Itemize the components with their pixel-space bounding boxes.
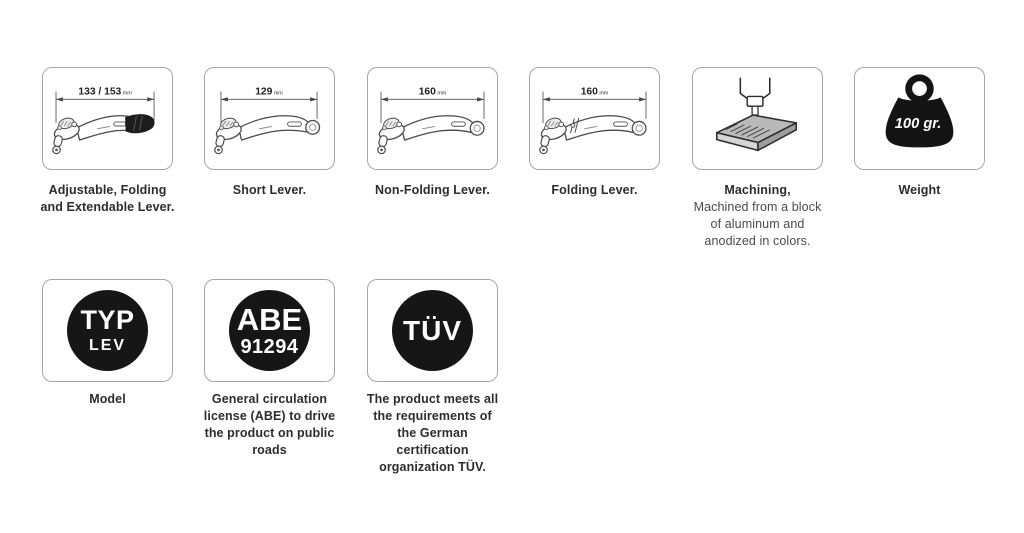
adjustable-lever-diagram	[43, 68, 172, 169]
svg-text:100 gr.: 100 gr.	[894, 115, 942, 132]
card-machining	[692, 67, 823, 170]
tuv-badge-icon: TÜV	[392, 290, 473, 371]
caption-tuv: The product meets all the requirements of the German certification organization TÜV.	[366, 392, 499, 474]
abe-badge-icon: ABE 91294	[229, 290, 310, 371]
caption-weight: Weight	[898, 183, 941, 197]
svg-text:160mm: 160mm	[418, 86, 447, 98]
card-folding-lever	[529, 67, 660, 170]
card-weight	[854, 67, 985, 170]
svg-text:129mm: 129mm	[255, 86, 283, 98]
caption-abe: General circulation license (ABE) to drive the product on public roads	[203, 392, 336, 457]
card-tuv-badge	[367, 279, 498, 382]
machining-icon	[693, 68, 822, 169]
card-non-folding-lever	[367, 67, 498, 170]
caption-short-lever: Short Lever.	[232, 183, 307, 197]
svg-text:133 / 153mm: 133 / 153mm	[78, 86, 132, 98]
card-short-lever	[204, 67, 335, 170]
caption-adjustable-lever: Adjustable, Folding and Extendable Lever.	[40, 183, 175, 214]
card-model-badge	[42, 279, 173, 382]
caption-folding-lever: Folding Lever.	[551, 183, 638, 197]
non-folding-lever-diagram	[368, 68, 497, 169]
folding-lever-diagram	[530, 68, 659, 169]
weight-icon	[855, 68, 984, 169]
short-lever-diagram	[205, 68, 334, 169]
typ-lev-badge-icon: TYP LEV	[67, 290, 148, 371]
caption-non-folding-lever: Non-Folding Lever.	[375, 183, 490, 197]
caption-machining: Machining, Machined from a block of aluminum and anodized in colors.	[693, 183, 822, 248]
card-abe-badge	[204, 279, 335, 382]
svg-text:160mm: 160mm	[580, 86, 609, 98]
card-adjustable-lever	[42, 67, 173, 170]
caption-model: Model	[89, 392, 126, 406]
